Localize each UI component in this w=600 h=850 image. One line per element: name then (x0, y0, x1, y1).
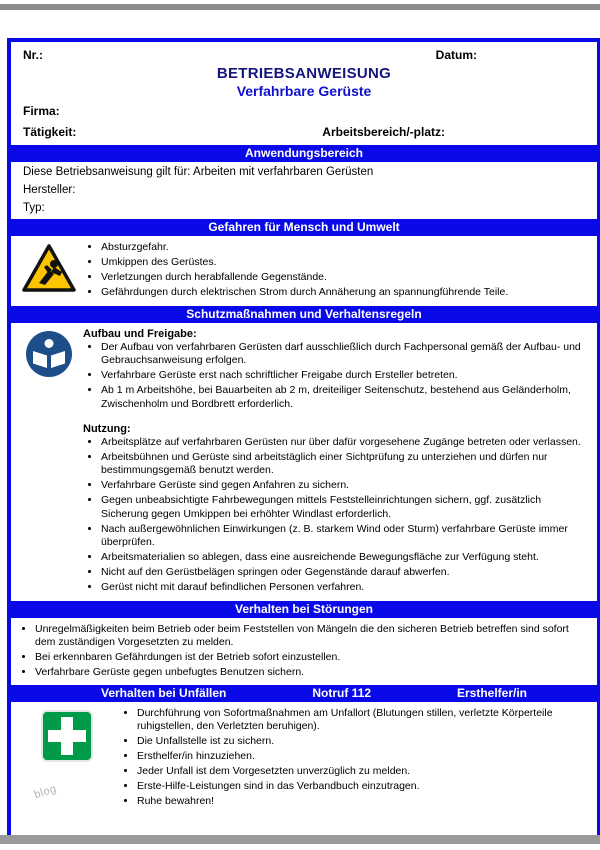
unfaelle-section (11, 702, 597, 815)
bullet-item: • Verfahrbare Gerüste sind gegen Anfahren zu sichern. (101, 479, 587, 492)
nutzung-list (81, 436, 587, 594)
bullet-item: • Arbeitsbühnen und Gerüste sind arbeitstäglich einer Sichtprüfung zu unterziehen und dürfen nur bestimmungsgemäß benutzt werden. (101, 451, 587, 478)
bullet-item: • Absturzgefahr. (101, 241, 587, 254)
section-header-gefahren: Gefahren für Mensch und Umwelt (11, 219, 597, 236)
bullet-item: • Unregelmäßigkeiten beim Betrieb oder beim Feststellen von Mängeln die den sicheren Betrieb betreffen sind sofort dem zuständigen Vorgesetzten zu melden. (35, 623, 587, 650)
gilt-fuer-text: Diese Betriebsanweisung gilt für: Arbeiten mit verfahrbaren Gerüsten (23, 166, 374, 178)
taetigkeit-row (11, 118, 597, 145)
bullet-item: • Ersthelfer/in hinzuziehen. (137, 750, 587, 763)
anwendungsbereich-section (11, 162, 597, 219)
bullet-item: • Ruhe bewahren! (137, 795, 587, 808)
bullet-item: • Gerüst nicht mit darauf befindlichen Personen verfahren. (101, 581, 587, 594)
bullet-item: • Jeder Unfall ist dem Vorgesetzten unverzüglich zu melden. (137, 765, 587, 778)
nutzung-heading: Nutzung: (83, 422, 131, 435)
watermark-text: blog (32, 782, 59, 802)
notruf-label: Notruf 112 (312, 686, 372, 700)
section-header-schutzmassnahmen: Schutzmaßnahmen und Verhaltensregeln (11, 306, 597, 323)
section-header-stoerungen: Verhalten bei Störungen (11, 601, 597, 618)
typ-label: Typ: (23, 202, 45, 214)
bullet-item: • Verfahrbare Gerüste gegen unbefugtes Benutzen sichern. (35, 666, 587, 679)
arbeitsbereich-label: Arbeitsbereich/-platz: (322, 125, 445, 139)
section-header-anwendungsbereich: Anwendungsbereich (11, 145, 597, 162)
read-instructions-icon (17, 327, 81, 596)
ersthelfer-label: Ersthelfer/in (456, 686, 527, 700)
document-subtitle: Verfahrbare Gerüste (236, 83, 372, 99)
bullet-item: • Gegen unbeabsichtigte Fahrbewegungen mittels Feststelleinrichtungen sichern, ggf. zusätzlich Sicherung gegen Umkippen bei erhöhter Windlast erforderlich. (101, 494, 587, 521)
bullet-item: • Arbeitsplätze auf verfahrbaren Gerüsten nur über dafür vorgesehene Zugänge betreten oder verlassen. (101, 436, 587, 449)
betriebsanweisung-document (7, 38, 600, 840)
nr-label: Nr.: (23, 48, 44, 62)
bullet-item: • Nach außergewöhnlichen Einwirkungen (z. B. starkem Wind oder Sturm) verfahrbare Gerüste immer überprüfen. (101, 523, 587, 550)
stoerungen-list (15, 623, 587, 680)
section-header-unfaelle (11, 685, 597, 702)
aufbau-list (81, 341, 587, 411)
bullet-item: • Verfahrbare Gerüste erst nach schriftlicher Freigabe durch Ersteller betreten. (101, 369, 587, 382)
taetigkeit-label: Tätigkeit: (23, 125, 77, 139)
bullet-item: • Die Unfallstelle ist zu sichern. (137, 735, 587, 748)
stoerungen-section (11, 618, 597, 685)
bullet-item: • Erste-Hilfe-Leistungen sind in das Verbandbuch einzutragen. (137, 780, 587, 793)
firma-label: Firma: (23, 104, 60, 118)
bullet-item: • Gefährdungen durch elektrischen Strom durch Annäherung an spannungführende Teile. (101, 286, 587, 299)
bullet-item: • Umkippen des Gerüstes. (101, 256, 587, 269)
falling-person-warning-icon (17, 240, 81, 301)
hersteller-label: Hersteller: (23, 184, 76, 196)
gefahren-list (81, 241, 587, 301)
gefahren-section (11, 236, 597, 306)
aufbau-heading: Aufbau und Freigabe: (83, 327, 197, 340)
unfaelle-header-label: Verhalten bei Unfällen (101, 686, 227, 700)
datum-label: Datum: (435, 48, 477, 62)
schutzmassnahmen-content (81, 327, 587, 596)
bullet-item: • Arbeitsmaterialien so ablegen, dass eine ausreichende Bewegungsfläche zur Verfügung steht. (101, 551, 587, 564)
schutzmassnahmen-section (11, 323, 597, 601)
nr-datum-row (11, 42, 597, 62)
top-gray-strip (0, 4, 600, 10)
bullet-item: • Nicht auf den Gerüstbelägen springen oder Gegenstände darauf abwerfen. (101, 566, 587, 579)
bullet-item: • Ab 1 m Arbeitshöhe, bei Bauarbeiten ab 2 m, dreiteiliger Seitenschutz, bestehend aus Geländerholm, Zwischenholm und Bordbrett erforderlich. (101, 384, 587, 411)
bullet-item: • Bei erkennbaren Gefährdungen ist der Betrieb sofort einzustellen. (35, 651, 587, 664)
bullet-item: • Der Aufbau von verfahrbaren Gerüsten darf ausschließlich durch Fachpersonal gemäß der Aufbau- und Gebrauchsanweisung erfolgen. (101, 341, 587, 368)
document-title: BETRIEBSANWEISUNG (216, 65, 392, 82)
bullet-item: • Durchführung von Sofortmaßnahmen am Unfallort (Blutungen stillen, verletzte Körperteile ruhigstellen, den Verletzten beruhigen). (137, 707, 587, 734)
bullet-item: • Verletzungen durch herabfallende Gegenstände. (101, 271, 587, 284)
unfaelle-list (117, 707, 587, 810)
bottom-gray-strip (0, 835, 600, 844)
first-aid-cross-icon (17, 706, 117, 810)
